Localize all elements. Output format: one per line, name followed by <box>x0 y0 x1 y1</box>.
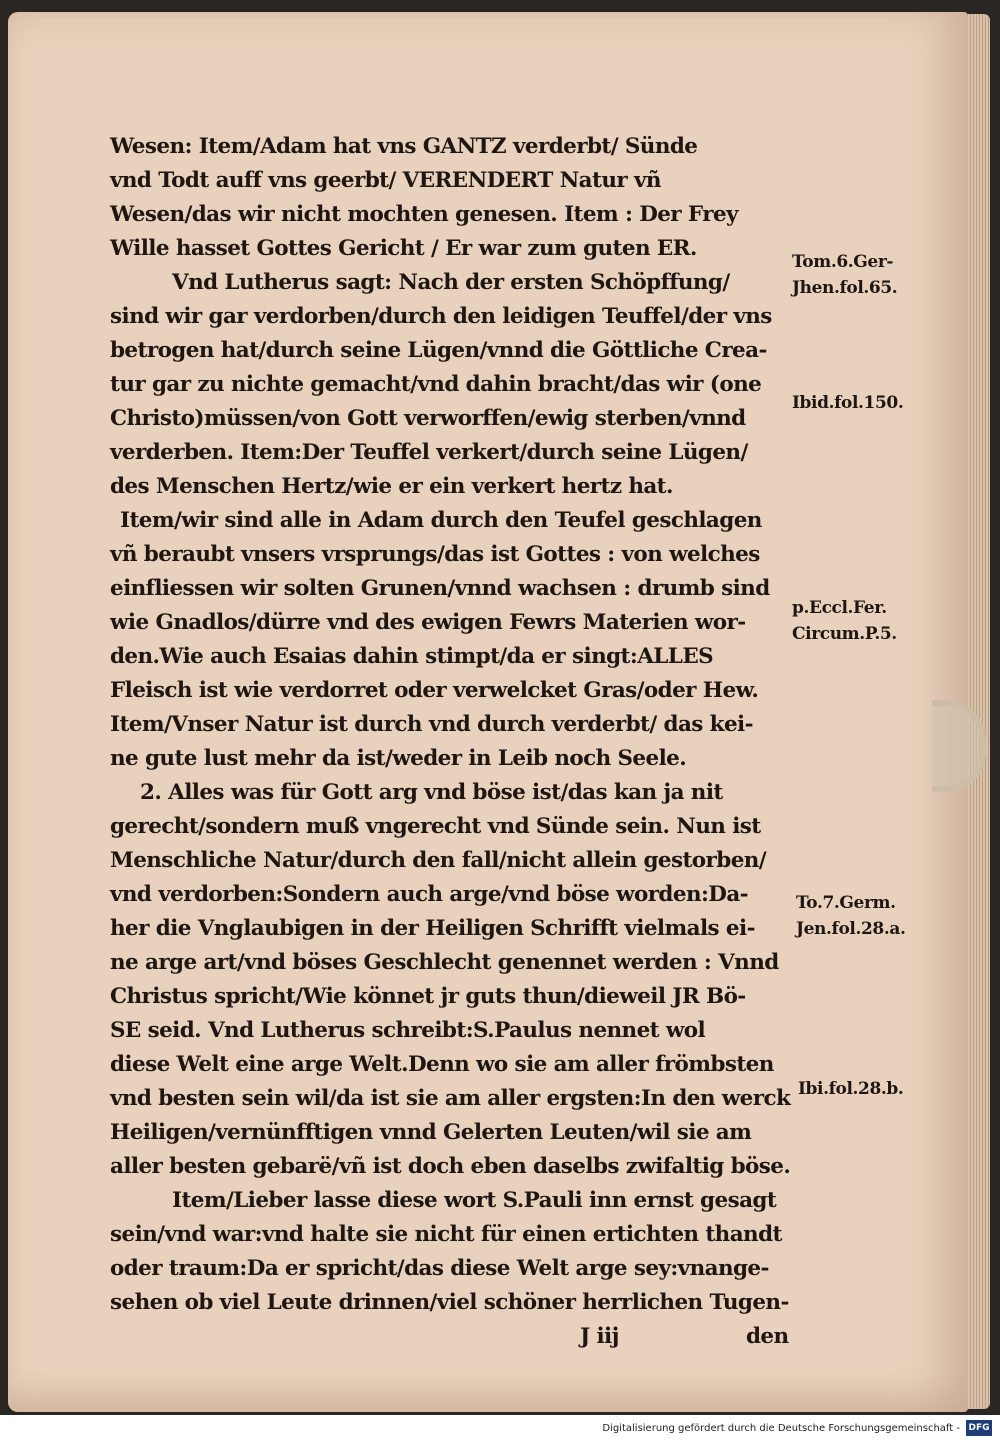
margin-note: Ibi.fol.28.b. <box>798 1079 904 1099</box>
text-line: Heiligen/vernünfftigen vnnd Gelerten Leuten/wil sie am <box>110 1120 752 1145</box>
text-line: einfliessen wir solten Grunen/vnnd wachsen : drumb sind <box>110 576 770 601</box>
footer-bar <box>0 1415 1000 1443</box>
text-line: her die Vnglaubigen in der Heiligen Schrifft vielmals ei- <box>110 916 755 941</box>
text-line: oder traum:Da er spricht/das diese Welt arge sey:vnange- <box>110 1256 769 1281</box>
text-line: Wesen: Item/Adam hat vns GANTZ verderbt/ Sünde <box>110 134 698 159</box>
text-line: vñ beraubt vnsers vrsprungs/das ist Gottes : von welches <box>110 542 760 567</box>
funding-notice: Digitalisierung gefördert durch die Deutsche Forschungsgemeinschaft - <box>602 1423 960 1434</box>
text-line: Fleisch ist wie verdorret oder verwelcket Gras/oder Hew. <box>110 678 759 703</box>
margin-note: Circum.P.5. <box>792 624 897 644</box>
text-line: tur gar zu nichte gemacht/vnd dahin bracht/das wir (one <box>110 372 762 397</box>
text-line: verderben. Item:Der Teuffel verkert/durch seine Lügen/ <box>110 440 748 465</box>
catchword: den <box>746 1324 789 1349</box>
text-line: aller besten gebarë/vñ ist doch eben daselbs zwifaltig böse. <box>110 1154 791 1179</box>
text-line: ne arge art/vnd böses Geschlecht genennet werden : Vnnd <box>110 950 779 975</box>
text-line: ne gute lust mehr da ist/weder in Leib noch Seele. <box>110 746 687 771</box>
text-line: vnd Todt auff vns geerbt/ VERENDERT Natur vñ <box>110 168 661 193</box>
text-line: den.Wie auch Esaias dahin stimpt/da er singt:ALLES <box>110 644 714 669</box>
text-line: Item/Vnser Natur ist durch vnd durch verderbt/ das kei- <box>110 712 753 737</box>
margin-note: To.7.Germ. <box>796 893 896 913</box>
text-line: 2. Alles was für Gott arg vnd böse ist/das kan ja nit <box>140 780 723 805</box>
signature-mark: J iij <box>580 1324 619 1349</box>
margin-note: Tom.6.Ger- <box>792 252 894 272</box>
text-line: Vnd Lutherus sagt: Nach der ersten Schöpffung/ <box>172 270 730 295</box>
text-line: betrogen hat/durch seine Lügen/vnnd die Göttliche Crea- <box>110 338 767 363</box>
margin-note: Jen.fol.28.a. <box>796 919 906 939</box>
text-line: vnd verdorben:Sondern auch arge/vnd böse worden:Da- <box>110 882 749 907</box>
text-line: SE seid. Vnd Lutherus schreibt:S.Paulus nennet wol <box>110 1018 706 1043</box>
margin-note: Jhen.fol.65. <box>792 278 898 298</box>
text-line: sehen ob viel Leute drinnen/viel schöner herrlichen Tugen- <box>110 1290 789 1315</box>
text-line: Menschliche Natur/durch den fall/nicht allein gestorben/ <box>110 848 767 873</box>
text-line: Christo)müssen/von Gott verworffen/ewig sterben/vnnd <box>110 406 746 431</box>
text-line: des Menschen Hertz/wie er ein verkert hertz hat. <box>110 474 673 499</box>
text-line: gerecht/sondern muß vngerecht vnd Sünde sein. Nun ist <box>110 814 761 839</box>
text-line: Wesen/das wir nicht mochten genesen. Item : Der Frey <box>110 202 738 227</box>
margin-note: Ibid.fol.150. <box>792 393 904 413</box>
text-line: sind wir gar verdorben/durch den leidigen Teuffel/der vns <box>110 304 772 329</box>
text-line: diese Welt eine arge Welt.Denn wo sie am aller frömbsten <box>110 1052 774 1077</box>
text-line: Item/Lieber lasse diese wort S.Pauli inn ernst gesagt <box>172 1188 777 1213</box>
text-line: Wille hasset Gottes Gericht / Er war zum guten ER. <box>110 236 697 261</box>
text-line: Item/wir sind alle in Adam durch den Teufel geschlagen <box>120 508 762 533</box>
margin-note: p.Eccl.Fer. <box>792 598 887 618</box>
text-line: sein/vnd war:vnd halte sie nicht für einen ertichten thandt <box>110 1222 782 1247</box>
dfg-logo: DFG <box>966 1420 992 1436</box>
text-line: wie Gnadlos/dürre vnd des ewigen Fewrs Materien wor- <box>110 610 746 635</box>
text-line: Christus spricht/Wie könnet jr guts thun/dieweil JR Bö- <box>110 984 746 1009</box>
text-line: vnd besten sein wil/da ist sie am aller ergsten:In den werck <box>110 1086 791 1111</box>
